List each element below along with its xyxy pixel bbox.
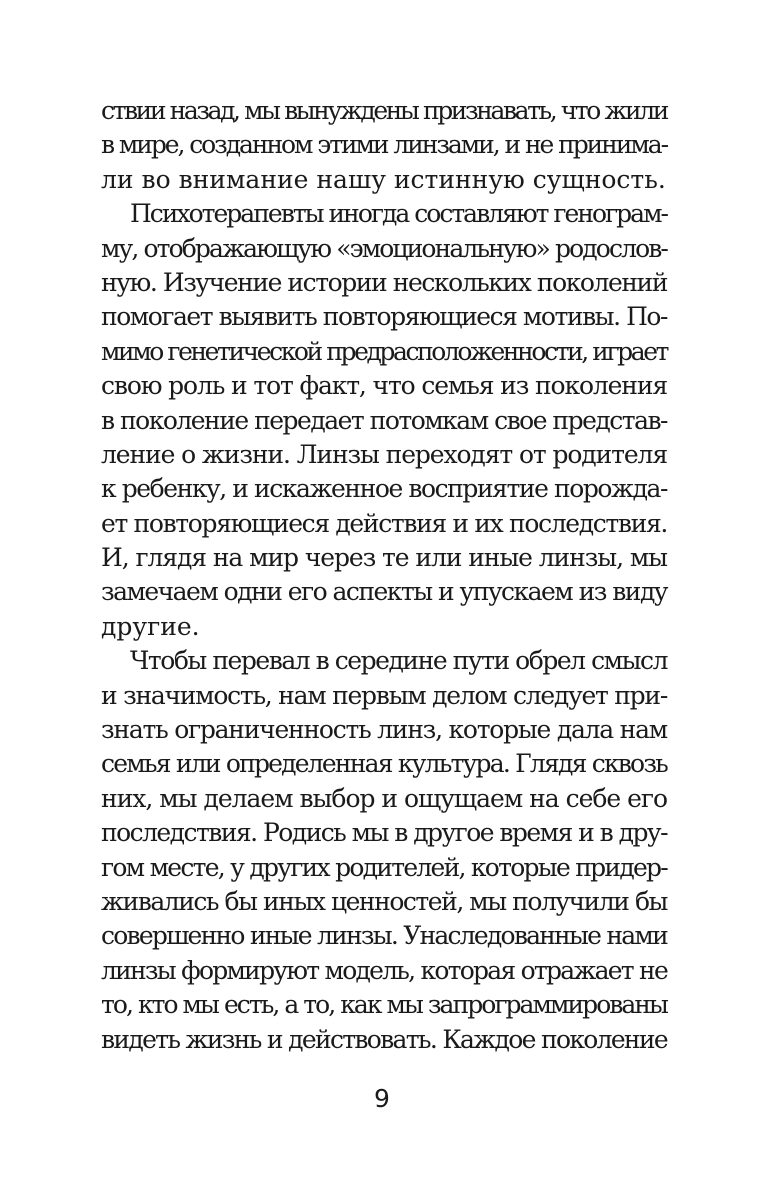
text-line: гом месте, у других родителей, которые придер-: [101, 852, 667, 882]
text-line: ли во внимание нашу истинную сущность.: [101, 164, 666, 194]
text-line: ет повторяющиеся действия и их последствия.: [101, 508, 667, 538]
text-line: совершенно иные линзы. Унаследованные нами: [101, 921, 667, 951]
text-line: Чтобы перевал в середине пути обрел смысл: [130, 646, 667, 676]
text-line: мимо генетической предрасположенности, играет: [101, 336, 667, 366]
text-line: и значимость, нам первым делом следует при-: [101, 680, 667, 710]
text-line: ствии назад, мы вынуждены признавать, что жили: [101, 96, 667, 125]
text-line: свою роль и тот факт, что семья из поколения: [101, 371, 667, 401]
text-line: Психотерапевты иногда составляют генограм-: [130, 199, 667, 229]
text-line: знать ограниченность линз, которые дала нам: [101, 715, 667, 745]
text-line: другие.: [101, 611, 200, 641]
text-line: в мире, созданном этими линзами, и не принима-: [101, 130, 667, 160]
text-line: линзы формируют модель, которая отражает не: [101, 955, 667, 985]
text-line: семья или определенная культура. Глядя сквозь: [101, 749, 667, 779]
text-line: в поколение передает потомкам свое представ-: [101, 405, 667, 435]
text-line: му, отображающую «эмоциональную» родослов-: [101, 233, 667, 263]
text-line: к ребенку, и искаженное восприятие порожда-: [101, 474, 667, 504]
text-line: замечаем одни его аспекты и упускаем из виду: [101, 577, 667, 607]
text-line: помогает выявить повторяющиеся мотивы. По-: [101, 302, 667, 332]
text-line: них, мы делаем выбор и ощущаем на себе его: [101, 783, 667, 813]
text-line: видеть жизнь и действовать. Каждое поколение: [101, 1024, 667, 1054]
text-line: то, кто мы есть, а то, как мы запрограммированы: [101, 990, 667, 1020]
text-line: ление о жизни. Линзы переходят от родителя: [101, 439, 667, 469]
text-line: ную. Изучение истории нескольких поколений: [101, 267, 667, 297]
page-number: 9: [374, 1084, 390, 1113]
text-line: последствия. Родись мы в другое время и в дру-: [101, 818, 667, 848]
body-text: [101, 94, 667, 1057]
text-line: И, глядя на мир через те или иные линзы, мы: [101, 543, 668, 573]
text-line: живались бы иных ценностей, мы получили бы: [101, 886, 667, 916]
